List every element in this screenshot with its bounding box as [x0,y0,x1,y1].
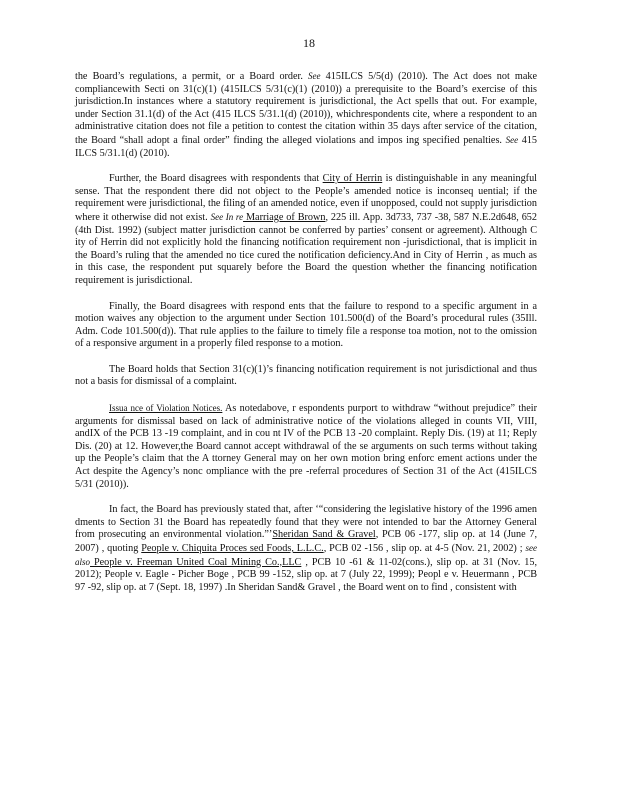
case-citation: Sheridan Sand & Gravel [272,529,376,541]
paragraph-legislative-history: In fact, the Board has previously stated that, after ‘“considering the legislative history of the 1996 amen dments to Section 31 the Board has repeatedly found that they were not intended to bar the Attorney General from prosecuting an environmental violation.”’Sheridan Sand & Gravel, PCB 06 -177, slip op. at 14 (June 7, 2007) , quoting People v. Chiquita Proces sed Foods, L.L.C., PCB 02 -156 , slip op. at 4-5 (Nov. 21, 2002) ; see also People v. Freeman United Coal Mining Co.,LLC , PCB 10 -61 & 11-02(cons.), slip op. at 31 (Nov. 15, 2012); People v. Eagle - Picher Boge , PCB 99 -152, slip op. at 7 (July 22, 1999); Peopl e v. Heuermann , PCB 97 -92, slip op. at 7 (Sept. 18, 1997) .In Sheridan Sand& Gravel , the Board went on to find , consistent with [75,504,537,593]
paragraph-waiver: Finally, the Board disagrees with respond ents that the failure to respond to a specific argument in a motion waives any objection to the argument under Section 101.500(d) of the Board’s procedural rules (35Ill. Adm. Code 101.500(d)). That rule applies to the failure to timely file a response toa motion, not to the omission of a responsive argument in a properly filed response to a motion. [75,300,537,350]
paragraph-holding: The Board holds that Section 31(c)(1)’s financing notification requirement is not jurisdictional and thus not a basis for dismissal of a complaint. [75,363,537,388]
page-number: 18 [303,36,315,50]
case-citation: People v. Chiquita Proces sed Foods, L.L.C. [141,543,324,554]
section-heading: Issua nce of Violation Notices. [109,403,223,414]
paragraph-violation-notices: Issua nce of Violation Notices. As notedabove, r espondents purport to withdraw “without prejudice” their arguments for dismissal based on lack of administrative notice of the violations alleged in counts VII, VIII, andIX of the PCB 13 -19 complaint, and in cou nt IV of the PCB 13 -20 complaint. Reply Dis. (19) at 11; Reply Dis. (20) at 12. However,the Board cannot accept withdrawal of the se arguments on such terms without taking up the People’s claim that the A ttorney General may on her own motion bring enforc ement actions under the Act despite the Agency’s nonc ompliance with the pre -referral procedures of Section 31 of the Act (415ILCS 5/31 (2010)). [75,403,537,490]
body-text [75,70,537,607]
case-citation: City of Herrin [322,173,383,185]
paragraph-jurisdiction: the Board’s regulations, a permit, or a Board order. See 415ILCS 5/5(d) (2010). The Act does not make compliancewith Secti on 31(c)(1) (415ILCS 5/31(c)(1) (2010)) a prerequisite to the Board’s exercise of this jurisdiction.In instances where a statutory requirement is jurisdictional, the Act spells that out. For example, under Section 31.1(d) of the Act (415 ILCS 5/31.1(d) (2010)), whichrespondents cite, where a respondent to an administrative citation does not file a petition to contest the citation within 35 days after service of the citation, the Board “shall adopt a final order” finding the alleged violations and impos ing specified penalties. See 415 ILCS 5/31.1(d) (2010). [75,71,538,159]
case-citation: People v. Freeman United Coal Mining Co.,LLC [90,556,302,568]
paragraph-city-of-herrin: Further, the Board disagrees with respondents that City of Herrin is distinguishable in any meaningful sense. That the respondent there did not object to the People’s amended notice is inconseq uential; if the requirement were jurisdictional, the filing of an amended notice, even if unopposed, could not supply jurisdiction where it otherwise did not exist. See In re Marriage of Brown, 225 ill. App. 3d733, 737 -38, 587 N.E.2d648, 652 (4th Dist. 1992) (subject matter jurisdiction cannot be conferred by parties’ consent or agreement). Although C ity of Herrin did not explicitly hold the financing notification requirement non -jurisdictional, that is implicit in the Board’s ruling that the amended no tice cured the notification deficiency.And in City of Herrin , as much as in this case, the respondent put squarely before the Board the question whether the financing notification requirement is jurisdictional. [75,173,537,286]
case-citation: Marriage of Brown [243,211,326,223]
